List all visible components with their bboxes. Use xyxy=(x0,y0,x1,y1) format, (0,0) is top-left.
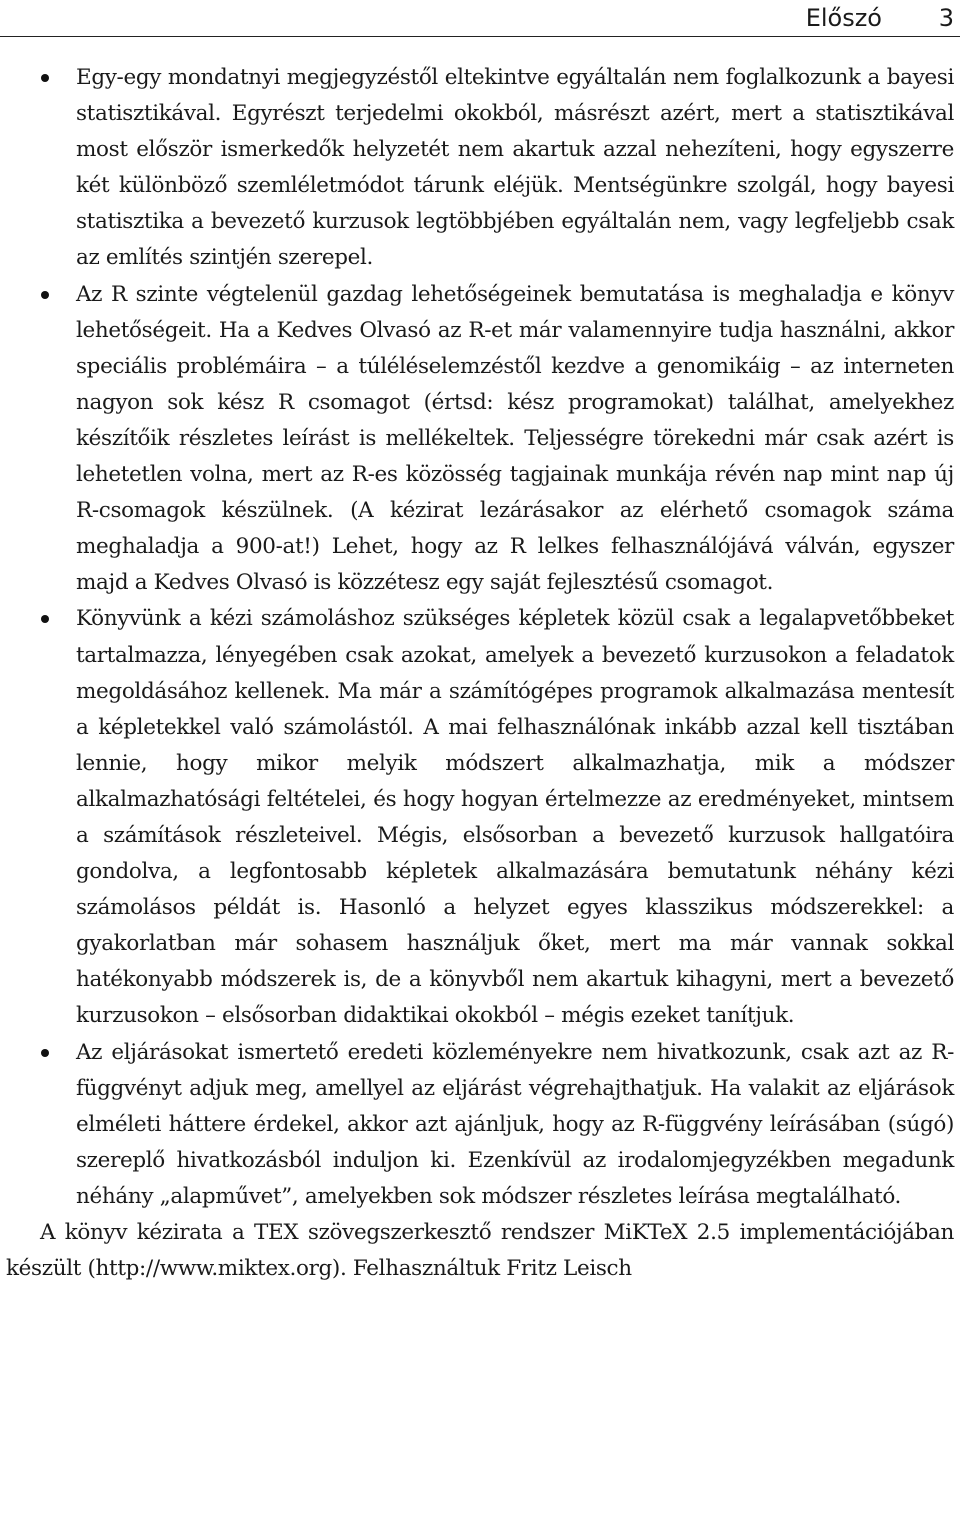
bullet-icon xyxy=(41,1049,49,1057)
list-item xyxy=(0,601,960,1034)
list-item xyxy=(0,1035,960,1215)
body-text xyxy=(0,60,960,1287)
list-item-text: Egy-egy mondatnyi megjegyzéstől eltekintve egyáltalán nem foglalkozunk a bayesi statisztikával. Egyrészt terjedelmi okokból, másrészt azért, mert a statisztikával most először ismerkedők helyzetét nem akartuk azzal nehezíteni, hogy egyszerre két különböző szemléletmódot tárunk eléjük. Mentségünkre szolgál, hogy bayesi statisztika a bevezető kurzusok legtöbbjében egyáltalán nem, vagy legfeljebb csak az említés szintjén szerepel. xyxy=(76,65,954,271)
list-item xyxy=(0,60,960,277)
bullet-icon xyxy=(41,74,49,82)
bullet-icon xyxy=(41,291,49,299)
bullet-icon xyxy=(41,615,49,623)
list-item-text: Az eljárásokat ismertető eredeti közleményekre nem hivatkozunk, csak azt az R-függvényt adjuk meg, amellyel az eljárást végrehajthatjuk. Ha valakit az eljárások elméleti háttere érdekel, akkor azt ajánljuk, hogy az R-függvény leírásában (súgó) szereplő hivatkozásból induljon ki. Ezenkívül az irodalomjegyzékben megadunk néhány „alapművet”, amelyekben sok módszer részletes leírása megtalálható. xyxy=(76,1039,954,1209)
list-item-text: Az R szinte végtelenül gazdag lehetőségeinek bemutatása is meghaladja e könyv lehetőségeit. Ha a Kedves Olvasó az R-et már valamennyire tudja használni, akkor speciális problémáira – a túléléselemzéstől kezdve a genomikáig – az interneten nagyon sok kész R csomagot (értsd: kész programokat) találhat, amelyekhez készítőik részletes leírást is mellékeltek. Teljességre törekedni már csak azért is lehetetlen volna, mert az R-es közösség tagjainak munkája révén nap mint nap új R-csomagok készülnek. (A kézirat lezárásakor az elérhető csomagok száma meghaladja a 900-at!) Lehet, hogy az R lelkes felhasználójává válván, egyszer majd a Kedves Olvasó is közzétesz egy saját fejlesztésű csomagot. xyxy=(76,281,954,596)
running-header xyxy=(0,0,960,37)
list-item xyxy=(0,277,960,602)
closing-paragraph: A könyv kézirata a TEX szövegszerkesztő rendszer MiKTeX 2.5 implementációjában készült (http://www.miktex.org). Felhasználtuk Fritz Leisch xyxy=(6,1220,954,1282)
list-item-text: Könyvünk a kézi számoláshoz szükséges képletek közül csak a legalapvetőbbeket tartalmazza, lényegében csak azokat, amelyek a bevezető kurzusokon a feladatok megoldásához kellenek. Ma már a számítógépes programok alkalmazása mentesít a képletekkel való számolástól. A mai felhasználónak inkább azzal kell tisztában lennie, hogy mikor melyik módszert alkalmazhatja, mik a módszer alkalmazhatósági feltételei, és hogy hogyan értelmezze az eredményeket, mintsem a számítások részleteivel. Mégis, elsősorban a bevezető kurzusok hallgatóira gondolva, a legfontosabb képletek alkalmazására bemutatunk néhány kézi számolásos példát is. Hasonló a helyzet egyes klasszikus módszerekkel: a gyakorlatban már sohasem használjuk őket, mert ma már vannak sokkal hatékonyabb módszerek is, de a könyvből nem akartuk kihagyni, mert a bevezető kurzusokon – elsősorban didaktikai okokból – mégis ezeket tanítjuk. xyxy=(76,606,954,1029)
page-number: 3 xyxy=(938,4,954,32)
bullet-list xyxy=(0,60,960,1215)
section-title: Előszó xyxy=(805,4,882,32)
